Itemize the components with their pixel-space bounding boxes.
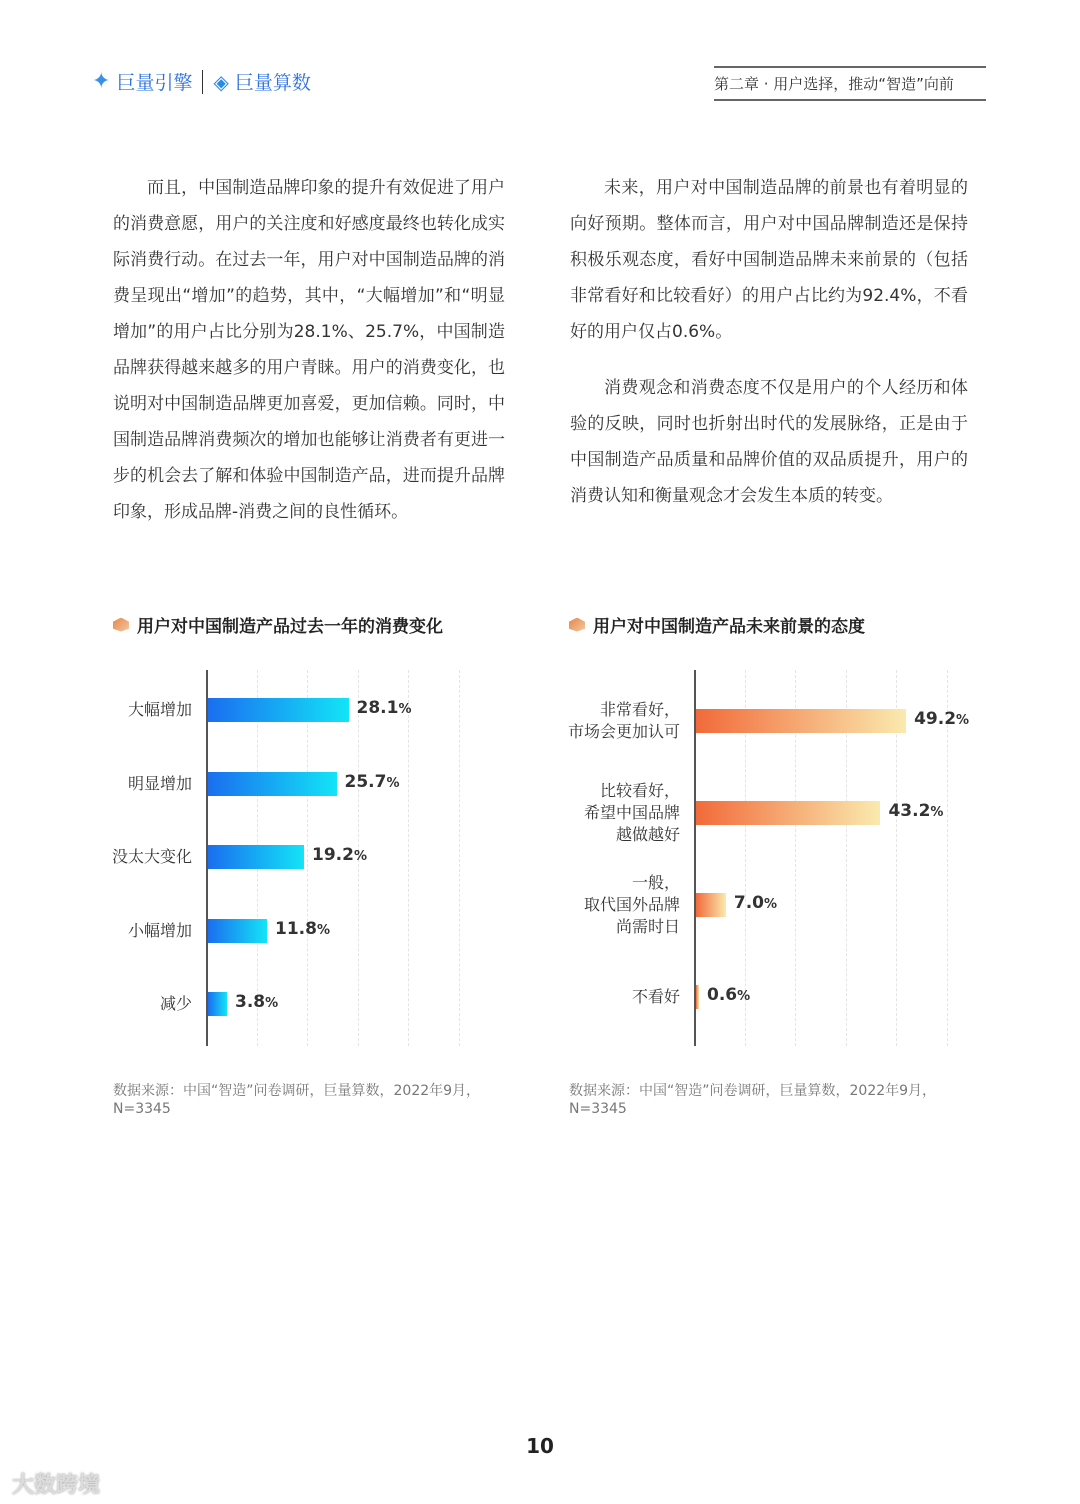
hexagon-bullet-icon: [569, 618, 585, 632]
right-paragraph-1: 未来，用户对中国制造品牌的前景也有着明显的向好预期。整体而言，用户对中国品牌制造还是保持积极乐观态度，看好中国制造品牌未来前景的（包括非常看好和比较看好）的用户占比约为92.4%，不看好的用户仅占0.6%。: [570, 178, 968, 342]
header-logo: [92, 68, 311, 95]
category-label: 非常看好， 市场会更加认可: [567, 700, 680, 741]
left-paragraph: 而且，中国制造品牌印象的提升有效促进了用户的消费意愿，用户的关注度和好感度最终也转化成实际消费行动。在过去一年，用户对中国制造品牌的消费呈现出“增加”的趋势，其中，“大幅增加”和“明显增加”的用户占比分别为28.1%、25.7%，中国制造品牌获得越来越多的用户青睐。用户的消费变化，也说明对中国制造品牌更加喜爱，更加信赖。同时，中国制造品牌消费频次的增加也能够让消费者有更进一步的机会去了解和体验中国制造产品，进而提升品牌印象，形成品牌-消费之间的良性循环。: [113, 178, 505, 522]
bar: [208, 845, 304, 869]
value-label: [235, 992, 278, 1012]
value-label: [888, 801, 943, 821]
chart1-title: [113, 612, 443, 637]
value-unit: %: [764, 897, 778, 912]
value-label: [707, 985, 750, 1005]
category-label: 明显增加: [127, 773, 192, 793]
bar: [208, 698, 349, 722]
value-label: [914, 709, 969, 729]
value-number: 43.2: [888, 801, 931, 821]
value-label: [345, 772, 400, 792]
bar: [696, 801, 880, 825]
chart2-title-text: 用户对中国制造产品未来前景的态度: [593, 617, 865, 637]
bar: [208, 772, 337, 796]
value-unit: %: [265, 996, 279, 1011]
chart2-title: [569, 612, 865, 637]
category-label: 小幅增加: [127, 920, 192, 940]
category-label: 一般， 取代国外品牌 尚需时日: [583, 873, 680, 936]
bar: [696, 709, 906, 733]
value-label: [734, 893, 777, 913]
value-number: 19.2: [312, 845, 354, 865]
value-unit: %: [398, 702, 412, 717]
right-paragraph-2: 消费观念和消费态度不仅是用户的个人经历和体验的反映，同时也折射出时代的发展脉络，正是由于中国制造产品质量和品牌价值的双品质提升，用户的消费认知和衡量观念才会发生本质的转变。: [570, 378, 968, 506]
value-number: 0.6: [707, 985, 738, 1005]
suanshu-logo-icon: ◈: [213, 69, 229, 94]
gridline: [307, 670, 308, 1046]
value-number: 25.7: [344, 771, 387, 792]
value-label: [357, 698, 412, 718]
logo-left: 巨量引擎: [116, 72, 193, 94]
category-label: 大幅增加: [127, 700, 192, 719]
chart1-source: 数据来源：中国“智造”问卷调研，巨量算数，2022年9月，N=3345: [113, 1083, 481, 1117]
chart1-title-text: 用户对中国制造产品过去一年的消费变化: [137, 617, 443, 637]
value-number: 11.8: [275, 918, 317, 939]
value-number: 3.8: [235, 992, 266, 1012]
chapter-title: 第二章 · 用户选择，推动“智造”向前: [714, 66, 986, 101]
bar: [696, 893, 726, 917]
category-label: 比较看好， 希望中国品牌 越做越好: [583, 781, 680, 844]
logo-divider: [202, 70, 203, 94]
watermark: 大数跨境: [12, 1473, 101, 1498]
category-label: 不看好: [631, 987, 680, 1006]
value-number: 28.1: [356, 698, 399, 718]
value-label: [275, 919, 330, 939]
value-number: 7.0: [733, 893, 764, 913]
gridline: [408, 670, 409, 1046]
page-number: 10: [526, 1434, 554, 1458]
bar: [208, 992, 227, 1016]
category-label: 减少: [159, 994, 192, 1013]
bar: [208, 919, 267, 943]
right-column: [570, 170, 968, 514]
value-unit: %: [737, 989, 751, 1004]
value-label: [312, 845, 367, 865]
value-unit: %: [930, 805, 944, 820]
logo-right: 巨量算数: [234, 72, 311, 94]
value-unit: %: [956, 713, 970, 728]
chart2-source: 数据来源：中国“智造”问卷调研，巨量算数，2022年9月，N=3345: [569, 1083, 937, 1117]
category-label: 没太大变化: [111, 847, 192, 866]
ocean-engine-logo-icon: ✦: [92, 69, 111, 94]
gridline: [459, 670, 460, 1046]
hexagon-bullet-icon: [113, 618, 129, 632]
value-number: 49.2: [914, 709, 957, 729]
value-unit: %: [316, 922, 330, 938]
bar: [696, 985, 699, 1009]
value-unit: %: [353, 849, 367, 864]
value-unit: %: [386, 775, 400, 791]
